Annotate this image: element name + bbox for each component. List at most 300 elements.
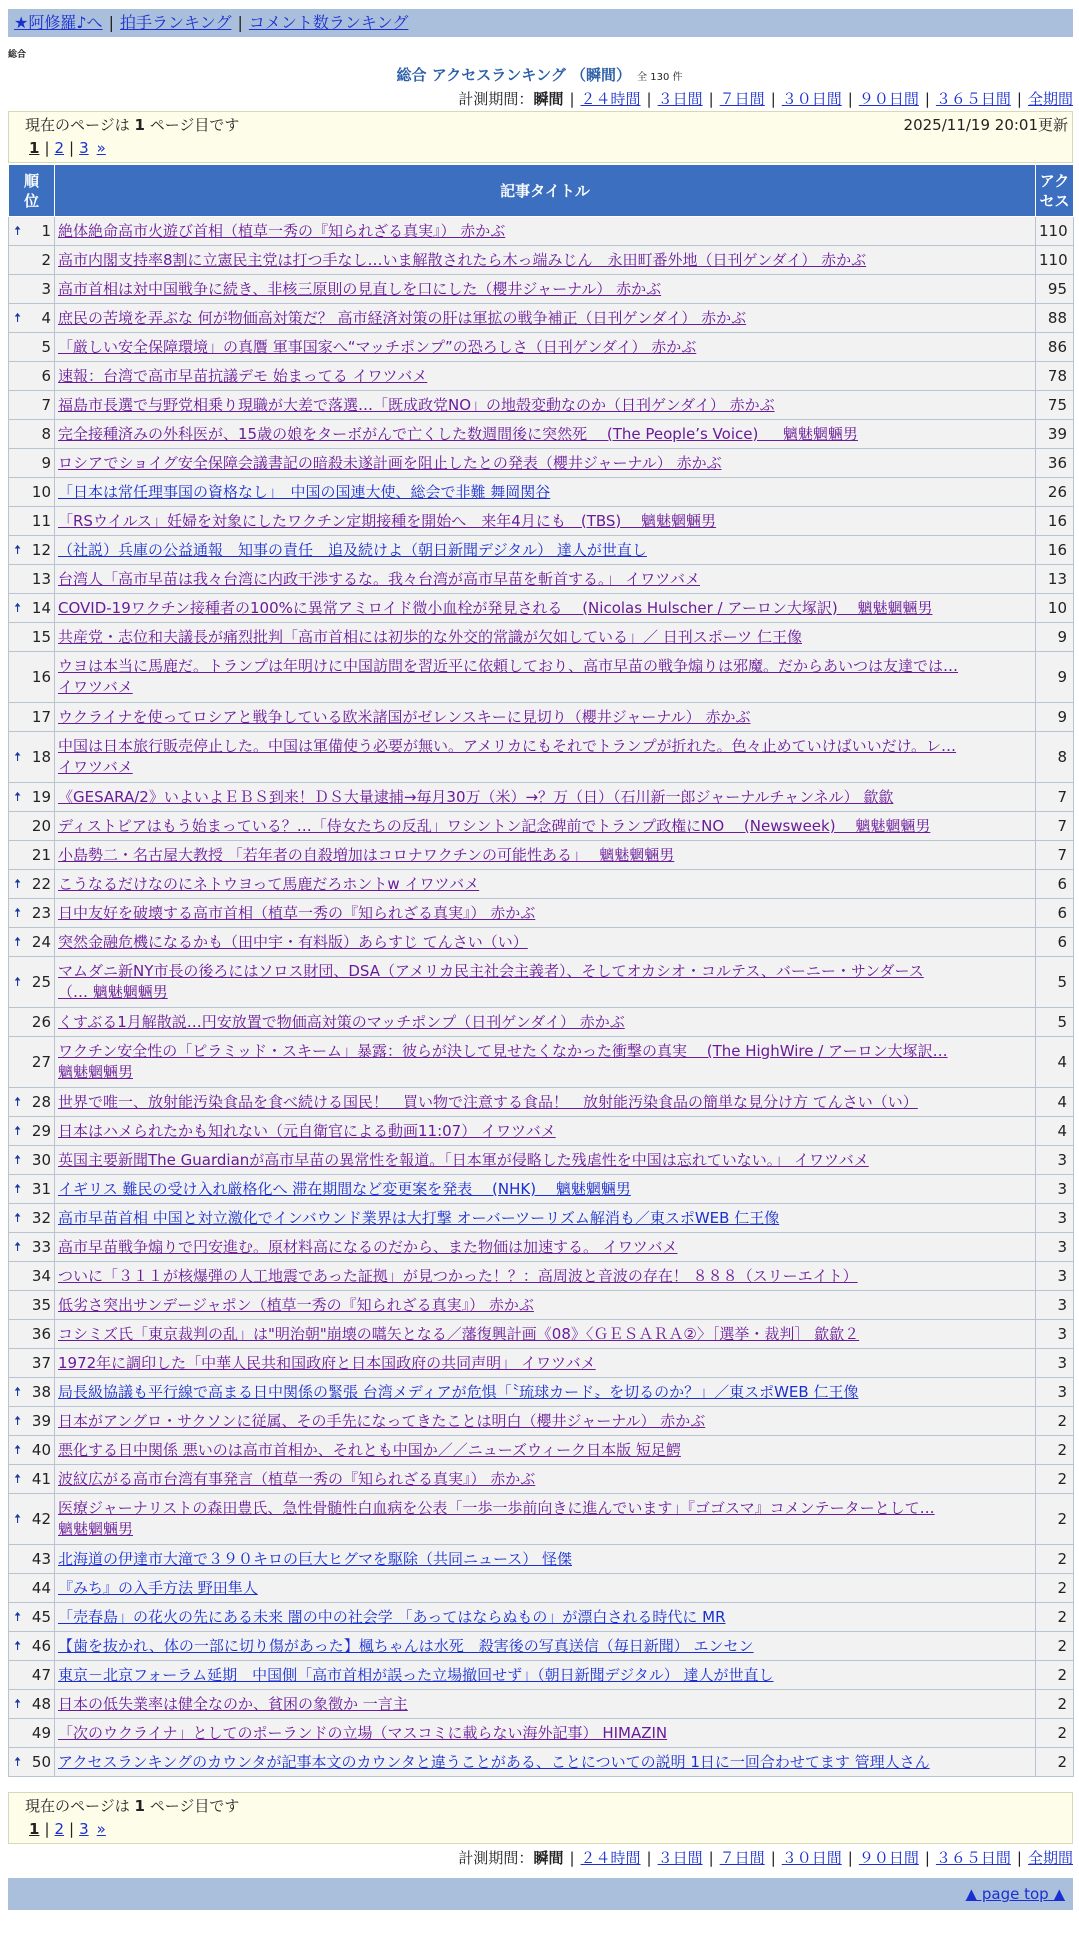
rank-cell (9, 652, 55, 703)
rank-number: 8 (41, 424, 51, 443)
title-cell (55, 1632, 1036, 1661)
rank-number: 24 (31, 932, 51, 951)
access-count: 16 (1036, 507, 1074, 536)
page-link[interactable]: 3 (79, 1820, 89, 1838)
period-link[interactable]: ３６５日間 (935, 90, 1011, 108)
rank-cell (9, 870, 55, 899)
access-count: 2 (1036, 1494, 1074, 1545)
title-cell (55, 507, 1036, 536)
rank-cell (9, 1088, 55, 1117)
rank-cell (9, 1494, 55, 1545)
table-row (9, 478, 1074, 507)
rank-up-arrow-icon: 🠅 (14, 1609, 22, 1625)
article-title-link[interactable] (58, 221, 1032, 242)
rank-up-arrow-icon: 🠅 (14, 789, 22, 805)
rank-cell (9, 957, 55, 1008)
home-link[interactable]: ★阿修羅♪へ (14, 13, 103, 32)
period-link[interactable]: ３０日間 (781, 90, 842, 108)
next-page-link[interactable]: » (96, 1820, 106, 1838)
rank-up-arrow-icon: 🠅 (14, 223, 22, 239)
rank-cell (9, 449, 55, 478)
rank-up-arrow-icon: 🠅 (14, 310, 22, 326)
article-title-link[interactable] (58, 816, 1032, 837)
article-title-link[interactable] (58, 1150, 1032, 1171)
article-title-text: 英国主要新聞The Guardianが高市早苗の異常性を報道。「日本軍が侵略した残虐性を中国は忘れていない。」 イワツバメ (58, 1150, 869, 1169)
article-title-link[interactable] (58, 366, 1032, 387)
article-title-text: 日本の低失業率は健全なのか、貧困の象徴か 一言主 (58, 1694, 408, 1713)
article-title-text: 「日本は常任理事国の資格なし」 中国の国連大使、総会で非難 舞岡関谷 (58, 482, 551, 501)
title-cell (55, 362, 1036, 391)
table-row (9, 1494, 1074, 1545)
page-top-link[interactable]: ▲ page top ▲ (965, 1885, 1065, 1903)
current-page-number: 1 (134, 1797, 145, 1815)
table-row (9, 536, 1074, 565)
article-title-link[interactable] (58, 1295, 1032, 1316)
rank-number: 34 (31, 1266, 51, 1285)
rank-number: 14 (31, 598, 51, 617)
access-count: 2 (1036, 1465, 1074, 1494)
article-title-link[interactable] (58, 337, 1032, 358)
rank-cell (9, 391, 55, 420)
title-cell (55, 1690, 1036, 1719)
rank-number: 6 (41, 366, 51, 385)
ranking-table-body (9, 217, 1074, 1777)
period-link[interactable]: ７日間 (719, 1849, 765, 1867)
article-title-link[interactable] (58, 787, 1032, 808)
article-title-link[interactable] (58, 569, 1032, 590)
article-title-link[interactable] (58, 1607, 1032, 1628)
rank-number: 29 (31, 1121, 51, 1140)
rank-up-arrow-icon: 🠅 (14, 1511, 22, 1527)
rank-cell (9, 899, 55, 928)
title-cell (55, 1494, 1036, 1545)
rank-number: 21 (31, 845, 51, 864)
rank-number: 38 (31, 1382, 51, 1401)
period-separator: | (1016, 1849, 1022, 1867)
col-title-header: 記事タイトル (55, 165, 1036, 217)
article-title-link[interactable] (58, 395, 1032, 416)
title-cell (55, 1719, 1036, 1748)
title-cell (55, 841, 1036, 870)
article-title-link[interactable] (58, 308, 1032, 329)
rank-cell (9, 1320, 55, 1349)
article-title-link[interactable] (58, 1382, 1032, 1403)
title-cell (55, 1436, 1036, 1465)
article-title-line2: 魑魅魍魎男 (58, 1063, 134, 1081)
access-count: 3 (1036, 1175, 1074, 1204)
table-row (9, 420, 1074, 449)
table-row (9, 1117, 1074, 1146)
rank-number: 43 (31, 1549, 51, 1568)
rank-number: 46 (31, 1636, 51, 1655)
rank-number: 40 (31, 1440, 51, 1459)
article-title-link[interactable] (58, 736, 1032, 778)
access-count: 13 (1036, 565, 1074, 594)
rank-cell (9, 1008, 55, 1037)
access-count: 3 (1036, 1320, 1074, 1349)
rank-number: 4 (41, 308, 51, 327)
period-link[interactable]: 全期間 (1027, 1849, 1073, 1867)
title-cell (55, 1175, 1036, 1204)
access-count: 78 (1036, 362, 1074, 391)
article-title-text: 波紋広がる高市台湾有事発言（植草一秀の『知られざる真実』） 赤かぶ (58, 1469, 536, 1488)
article-title-link[interactable] (58, 598, 1032, 619)
table-row (9, 1262, 1074, 1291)
rank-number: 48 (31, 1694, 51, 1713)
article-title-link[interactable] (58, 1121, 1032, 1142)
period-link[interactable]: ３日間 (657, 1849, 703, 1867)
rank-cell (9, 928, 55, 957)
rank-cell (9, 565, 55, 594)
title-cell (55, 449, 1036, 478)
period-separator: | (847, 90, 853, 108)
rank-up-arrow-icon: 🠅 (14, 1638, 22, 1654)
article-title-text: 日本はハメられたかも知れない（元自衛官による動画11:07） イワツバメ (58, 1121, 556, 1140)
rank-number: 39 (31, 1411, 51, 1430)
article-title-link[interactable] (58, 250, 1032, 271)
access-count: 4 (1036, 1117, 1074, 1146)
bottom-bar (8, 1878, 1073, 1910)
access-count: 95 (1036, 275, 1074, 304)
rank-number: 16 (31, 667, 51, 686)
current-page-text (25, 1795, 1056, 1818)
page-separator: | (69, 139, 75, 157)
access-count: 2 (1036, 1661, 1074, 1690)
article-title-link[interactable] (58, 961, 1032, 1003)
article-title-link[interactable] (58, 1324, 1032, 1345)
rank-up-arrow-icon: 🠅 (14, 1210, 22, 1226)
rank-number: 35 (31, 1295, 51, 1314)
rank-cell (9, 1146, 55, 1175)
period-separator: | (924, 90, 930, 108)
table-row (9, 928, 1074, 957)
category-label: 総合 (8, 50, 27, 60)
rank-cell (9, 1574, 55, 1603)
article-title-link[interactable] (58, 1041, 1032, 1083)
article-title-link[interactable] (58, 1092, 1032, 1113)
access-count: 2 (1036, 1719, 1074, 1748)
period-link[interactable]: 全期間 (1027, 90, 1073, 108)
page-title (0, 64, 1079, 85)
period-separator: | (569, 90, 575, 108)
table-row (9, 1233, 1074, 1262)
page-separator: | (44, 1820, 50, 1838)
table-row (9, 1719, 1074, 1748)
article-title-text: 『みち』の入手方法 野田隼人 (58, 1578, 258, 1597)
updated-timestamp: 2025/11/19 20:01更新 (903, 116, 1068, 134)
article-title-link[interactable] (58, 279, 1032, 300)
article-title-link[interactable] (58, 424, 1032, 445)
rank-up-arrow-icon: 🠅 (14, 1094, 22, 1110)
rank-cell (9, 812, 55, 841)
period-selector-top (458, 88, 1073, 109)
title-cell (55, 565, 1036, 594)
article-title-line2: （… 魑魅魍魎男 (58, 983, 168, 1001)
article-title-link[interactable] (58, 1208, 1032, 1229)
rank-up-arrow-icon: 🠅 (14, 1239, 22, 1255)
access-count: 4 (1036, 1037, 1074, 1088)
rank-up-arrow-icon: 🠅 (14, 1442, 22, 1458)
title-cell (55, 1146, 1036, 1175)
article-title-link[interactable] (58, 707, 1032, 728)
article-title-text: ついに「３１１が核爆弾の人工地震であった証拠」が見つかった！？：高周波と音波の存在！ ８８８（スリーエイト） (58, 1266, 858, 1285)
article-title-text: 高市首相は対中国戦争に続き、非核三原則の見直しを口にした（櫻井ジャーナル） 赤かぶ (58, 279, 662, 298)
rank-number: 17 (31, 707, 51, 726)
article-title-link[interactable] (58, 1694, 1032, 1715)
article-title-link[interactable] (58, 1353, 1032, 1374)
next-page-link[interactable]: » (96, 139, 106, 157)
rank-number: 13 (31, 569, 51, 588)
article-title-text: くすぶる1月解散説…円安放置で物価高対策のマッチポンプ（日刊ゲンダイ） 赤かぶ (58, 1012, 625, 1031)
title-cell (55, 783, 1036, 812)
rank-up-arrow-icon: 🠅 (14, 1123, 22, 1139)
rank-cell (9, 1719, 55, 1748)
rank-cell (9, 246, 55, 275)
rank-number: 1 (41, 221, 51, 240)
rank-cell (9, 1117, 55, 1146)
article-title-text: アクセスランキングのカウンタが記事本文のカウンタと違うことがある、ことについての説明 1日に一回合わせてます 管理人さん (58, 1752, 930, 1771)
access-count: 2 (1036, 1436, 1074, 1465)
period-link[interactable]: ９０日間 (858, 1849, 919, 1867)
article-title-link[interactable] (58, 453, 1032, 474)
article-title-link[interactable] (58, 1012, 1032, 1033)
article-title-link[interactable] (58, 1469, 1032, 1490)
table-row (9, 1603, 1074, 1632)
access-count: 86 (1036, 333, 1074, 362)
rank-number: 30 (31, 1150, 51, 1169)
period-link[interactable]: ９０日間 (858, 90, 919, 108)
article-title-link[interactable] (58, 540, 1032, 561)
article-title-link[interactable] (58, 656, 1032, 698)
article-title-text: 日中友好を破壊する高市首相（植草一秀の『知られざる真実』） 赤かぶ (58, 903, 536, 922)
access-count: 36 (1036, 449, 1074, 478)
rank-cell (9, 703, 55, 732)
article-title-text: 高市早苗戦争煽りで円安進む。原材料高になるのだから、また物価は加速する。 イワツバメ (58, 1237, 678, 1256)
period-link[interactable]: ３０日間 (781, 1849, 842, 1867)
rank-number: 15 (31, 627, 51, 646)
rank-up-arrow-icon: 🠅 (14, 542, 22, 558)
article-title-text: 福島市長選で与野党相乗り現職が大差で落選…「既成政党NO」の地殻変動なのか（日刊ゲンダイ） 赤かぶ (58, 395, 775, 414)
article-title-text: ロシアでショイグ安全保障会議書記の暗殺未遂計画を阻止したとの発表（櫻井ジャーナル） 赤かぶ (58, 453, 722, 472)
nav-separator: | (237, 13, 243, 32)
rank-number: 20 (31, 816, 51, 835)
title-cell (55, 1291, 1036, 1320)
article-title-link[interactable] (58, 1549, 1032, 1570)
article-title-line2: イワツバメ (58, 678, 133, 696)
article-title-link[interactable] (58, 903, 1032, 924)
title-cell (55, 1465, 1036, 1494)
article-title-text: 「RSウイルス」妊婦を対象にしたワクチン定期接種を開始へ 来年4月にも (TBS) 魑魅魍魎男 (58, 511, 717, 530)
table-row (9, 870, 1074, 899)
article-title-line2: 魑魅魍魎男 (58, 1520, 134, 1538)
rank-number: 18 (31, 747, 51, 766)
title-cell (55, 536, 1036, 565)
pagination (29, 1818, 1056, 1840)
article-title-text: イギリス 難民の受け入れ厳格化へ 滞在期間など変更案を発表 (NHK) 魑魅魍魎男 (58, 1179, 631, 1198)
rank-cell (9, 1465, 55, 1494)
rank-cell (9, 1436, 55, 1465)
title-cell (55, 246, 1036, 275)
period-current: 瞬間 (533, 90, 564, 108)
period-separator: | (847, 1849, 853, 1867)
rank-cell (9, 362, 55, 391)
table-row (9, 1088, 1074, 1117)
rank-cell (9, 478, 55, 507)
article-title-link[interactable] (58, 1578, 1032, 1599)
page-link[interactable]: 3 (79, 139, 89, 157)
access-count: 3 (1036, 1233, 1074, 1262)
rank-number: 12 (31, 540, 51, 559)
title-cell (55, 1661, 1036, 1690)
table-row (9, 1407, 1074, 1436)
article-title-link[interactable] (58, 1179, 1032, 1200)
table-row (9, 1748, 1074, 1777)
title-cell (55, 732, 1036, 783)
article-title-text: 日本がアングロ・サクソンに従属、その手先になってきたことは明白（櫻井ジャーナル） 赤かぶ (58, 1411, 706, 1430)
article-title-link[interactable] (58, 1266, 1032, 1287)
article-title-link[interactable] (58, 1440, 1032, 1461)
period-separator: | (708, 1849, 714, 1867)
article-title-link[interactable] (58, 1498, 1032, 1540)
rank-number: 32 (31, 1208, 51, 1227)
table-row (9, 783, 1074, 812)
access-count: 7 (1036, 783, 1074, 812)
rank-cell (9, 507, 55, 536)
table-row (9, 623, 1074, 652)
table-row (9, 957, 1074, 1008)
period-separator: | (770, 90, 776, 108)
rank-cell (9, 536, 55, 565)
article-title-link[interactable] (58, 1237, 1032, 1258)
article-title-text: コシミズ氏「東京裁判の乱」は"明治朝"崩壊の嚆矢となる／藩復興計画《08》〈ＧＥＳＡＲＡ②〉［選挙・裁判］ 歙歙２ (58, 1324, 860, 1343)
title-cell (55, 1204, 1036, 1233)
table-row (9, 1574, 1074, 1603)
current-page-prefix: 現在のページは (25, 1797, 135, 1815)
title-cell (55, 957, 1036, 1008)
period-separator: | (646, 90, 652, 108)
article-title-link[interactable] (58, 1636, 1032, 1657)
article-title-line1: ウヨは本当に馬鹿だ。トランプは年明けに中国訪問を習近平に依頼しており、高市早苗の戦争煽りは邪魔。だからあいつは友達では… (58, 657, 959, 675)
article-title-link[interactable] (58, 1752, 1032, 1773)
article-title-line1: 中国は日本旅行販売停止した。中国は軍備使う必要が無い。アメリカにもそれでトランプが折れた。色々止めていけばいいだけ。レ… (58, 737, 957, 755)
rank-number: 10 (31, 482, 51, 501)
period-separator: | (1016, 90, 1022, 108)
article-title-text: 東京－北京フォーラム延期 中国側「高市首相が誤った立場撤回せず」（朝日新聞デジタル） 達人が世直し (58, 1665, 774, 1684)
table-row (9, 841, 1074, 870)
access-count: 3 (1036, 1378, 1074, 1407)
period-link[interactable]: ２４時間 (580, 1849, 641, 1867)
rank-cell (9, 1204, 55, 1233)
page-link[interactable]: 2 (54, 1820, 65, 1838)
current-page-text (25, 114, 1056, 137)
rank-cell (9, 1175, 55, 1204)
title-cell (55, 1320, 1036, 1349)
period-link[interactable]: ２４時間 (580, 90, 641, 108)
article-title-link[interactable] (58, 1411, 1032, 1432)
title-cell (55, 478, 1036, 507)
rank-number: 33 (31, 1237, 51, 1256)
article-title-line2: イワツバメ (58, 758, 133, 776)
title-cell (55, 899, 1036, 928)
article-title-link[interactable] (58, 1665, 1032, 1686)
article-title-link[interactable] (58, 511, 1032, 532)
rank-cell (9, 1690, 55, 1719)
rank-cell (9, 275, 55, 304)
article-title-text: 「厳しい安全保障環境」の真贋 軍事国家へ“マッチポンプ”の恐ろしさ（日刊ゲンダイ） 赤かぶ (58, 337, 697, 356)
rank-number: 27 (31, 1052, 51, 1071)
article-title-text: 悪化する日中関係 悪いのは高市首相か、それとも中国か／／ニューズウィーク日本版 短足鰐 (58, 1440, 681, 1459)
article-title-link[interactable] (58, 1723, 1032, 1744)
table-row (9, 1349, 1074, 1378)
article-title-text: 世界で唯一、放射能汚染食品を食べ続ける国民！ 買い物で注意する食品！ 放射能汚染食品の簡単な見分け方 てんさい（い） (58, 1092, 918, 1111)
rank-number: 26 (31, 1012, 51, 1031)
article-title-text: 小島勢二・名古屋大教授 「若年者の自殺増加はコロナワクチンの可能性ある」 魑魅魍魎男 (58, 845, 675, 864)
page-link[interactable]: 2 (54, 139, 65, 157)
table-row (9, 1632, 1074, 1661)
period-label: 計測期間： (458, 90, 534, 108)
page-separator: | (44, 139, 50, 157)
current-page-prefix: 現在のページは (25, 116, 135, 134)
title-cell (55, 1262, 1036, 1291)
article-title-text: 庶民の苦境を弄ぶな 何が物価高対策だ？ 高市経済対策の肝は軍拡の戦争補正（日刊ゲンダイ） 赤かぶ (58, 308, 747, 327)
comment-ranking-link[interactable]: コメント数ランキング (248, 13, 409, 32)
access-count: 7 (1036, 841, 1074, 870)
article-title-text: （社説）兵庫の公益通報 知事の責任 追及続けよ（朝日新聞デジタル） 達人が世直し (58, 540, 647, 559)
table-row (9, 1175, 1074, 1204)
table-row (9, 391, 1074, 420)
table-row (9, 1320, 1074, 1349)
title-cell (55, 652, 1036, 703)
rank-up-arrow-icon: 🠅 (14, 1384, 22, 1400)
rank-cell (9, 1349, 55, 1378)
article-title-text: COVID-19ワクチン接種者の100%に異常アミロイド微小血栓が発見される (Nicolas Hulscher / アーロン大塚訳) 魑魅魍魎男 (58, 598, 933, 617)
article-title-link[interactable] (58, 627, 1032, 648)
access-count: 2 (1036, 1407, 1074, 1436)
period-link[interactable]: ７日間 (719, 90, 765, 108)
table-row (9, 449, 1074, 478)
period-separator: | (646, 1849, 652, 1867)
period-link[interactable]: ３６５日間 (935, 1849, 1011, 1867)
article-title-link[interactable] (58, 845, 1032, 866)
table-row (9, 1146, 1074, 1175)
access-count: 6 (1036, 899, 1074, 928)
access-count: 3 (1036, 1204, 1074, 1233)
title-cell (55, 594, 1036, 623)
article-title-text: 高市早苗首相 中国と対立激化でインバウンド業界は大打撃 オーバーツーリズム解消も／東スポWEB 仁王像 (58, 1208, 780, 1227)
article-title-text: 「売春島」の花火の先にある未来 闇の中の社会学 「あってはならぬもの」が漂白される時代に MR (58, 1607, 726, 1626)
title-cell (55, 928, 1036, 957)
article-title-link[interactable] (58, 482, 1032, 503)
article-title-link[interactable] (58, 932, 1032, 953)
rank-cell (9, 1748, 55, 1777)
table-row (9, 1661, 1074, 1690)
title-cell (55, 420, 1036, 449)
article-title-link[interactable] (58, 874, 1032, 895)
access-count: 3 (1036, 1349, 1074, 1378)
period-link[interactable]: ３日間 (657, 90, 703, 108)
article-title-text: 【歯を抜かれ、体の一部に切り傷があった】楓ちゃんは水死 殺害後の写真送信（毎日新聞） エンセン (58, 1636, 754, 1655)
title-cell (55, 275, 1036, 304)
table-row (9, 652, 1074, 703)
rank-cell (9, 1632, 55, 1661)
rank-number: 25 (31, 972, 51, 991)
rank-cell (9, 1545, 55, 1574)
rank-number: 50 (31, 1752, 51, 1771)
title-cell (55, 1349, 1036, 1378)
rank-number: 5 (41, 337, 51, 356)
table-row (9, 333, 1074, 362)
applause-ranking-link[interactable]: 拍手ランキング (119, 13, 232, 32)
